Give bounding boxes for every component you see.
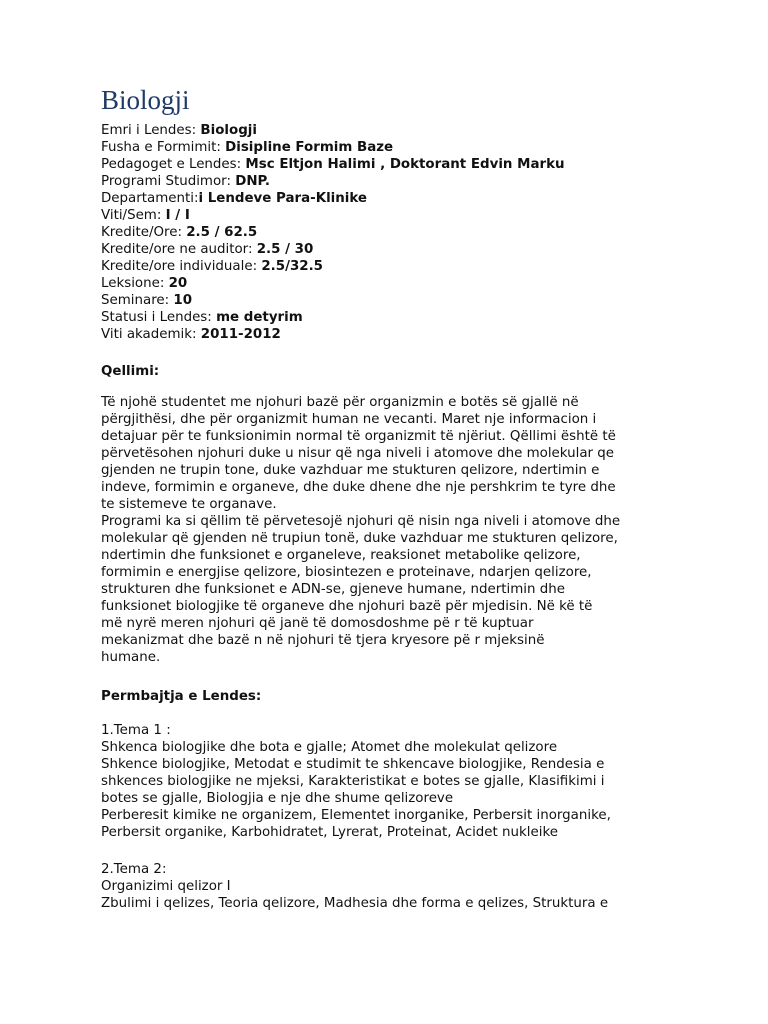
meta-value: 20 xyxy=(168,276,188,291)
meta-label: Departamenti: xyxy=(101,191,199,206)
paragraph-line: përgjithësi, dhe për organizmit human ne vecanti. Maret nje informacion i xyxy=(101,412,597,427)
meta-row xyxy=(101,156,661,173)
course-info xyxy=(101,122,661,343)
tema-line: Perbersit organike, Karbohidratet, Lyrerat, Proteinat, Acidet nukleike xyxy=(101,825,558,840)
qellimi-section xyxy=(101,363,661,380)
meta-row xyxy=(101,139,661,156)
meta-value: 10 xyxy=(173,293,193,308)
tema-line: botes se gjalle, Biologjia e nje dhe shume qelizoreve xyxy=(101,791,454,806)
meta-label: Pedagoget e Lendes: xyxy=(101,157,246,172)
meta-value: 2.5 / 30 xyxy=(256,242,314,257)
meta-value: DNP. xyxy=(235,174,270,189)
meta-row xyxy=(101,275,661,292)
meta-label: Kredite/Ore: xyxy=(101,225,187,240)
meta-label: Viti akademik: xyxy=(101,327,201,342)
meta-row xyxy=(101,309,661,326)
document-title: Biologji xyxy=(101,85,190,115)
paragraph-line: formimin e energjise qelizore, biosintezen e proteinave, ndarjen qelizore, xyxy=(101,565,592,580)
meta-value: me detyrim xyxy=(216,310,303,325)
meta-label: Statusi i Lendes: xyxy=(101,310,217,325)
meta-value: Biologji xyxy=(200,123,257,138)
meta-row xyxy=(101,173,661,190)
paragraph-line: funksionet biologjike të organeve dhe njohuri bazë për mjedisin. Në kë të xyxy=(101,599,593,614)
meta-label: Kredite/ore individuale: xyxy=(101,259,262,274)
paragraph-line: te sistemeve te organave. xyxy=(101,497,277,512)
meta-label: Kredite/ore ne auditor: xyxy=(101,242,257,257)
meta-label: Seminare: xyxy=(101,293,174,308)
tema-line: shkences biologjike ne mjeksi, Karakteristikat e botes se gjalle, Klasifikimi i xyxy=(101,774,605,789)
paragraph-line: gjenden ne trupin tone, duke vazhduar me stukturen qelizore, ndertimin e xyxy=(101,463,600,478)
meta-value: I / I xyxy=(165,208,190,223)
qellimi-paragraph xyxy=(101,394,661,666)
meta-value: 2011-2012 xyxy=(200,327,281,342)
paragraph-line: molekular që gjenden në trupiun tonë, duke vazhduar me stukturen qelizore, xyxy=(101,531,618,546)
paragraph-line: detajuar për te funksionimin normal të organizmit të njëriut. Qëllimi është të xyxy=(101,429,616,444)
meta-label: Programi Studimor: xyxy=(101,174,236,189)
paragraph-line: Të njohë studentet me njohuri bazë për organizmin e botës së gjallë në xyxy=(101,395,579,410)
meta-value: 2.5/32.5 xyxy=(261,259,323,274)
meta-row xyxy=(101,258,661,275)
paragraph-line: Programi ka si qëllim të përvetesojë njohuri që nisin nga niveli i atomove dhe xyxy=(101,514,621,529)
paragraph-line: më nyrë meren njohuri që janë të domosdoshme pë r të kuptuar xyxy=(101,616,534,631)
tema-title: 1.Tema 1 : xyxy=(101,723,171,738)
meta-row xyxy=(101,190,661,207)
paragraph-line: përvetësohen njohuri duke u nisur që nga niveli i atomove dhe molekular qe xyxy=(101,446,615,461)
tema-line: Perberesit kimike ne organizem, Elementet inorganike, Perbersit inorganike, xyxy=(101,808,611,823)
paragraph-line: mekanizmat dhe bazë n në njohuri të tjera kryesore pë r mjeksinë xyxy=(101,633,545,648)
meta-row xyxy=(101,292,661,309)
paragraph-line: humane. xyxy=(101,650,161,665)
meta-label: Viti/Sem: xyxy=(101,208,166,223)
meta-value: Disipline Formim Baze xyxy=(225,140,394,155)
permbajtja-section xyxy=(101,688,661,705)
meta-row xyxy=(101,326,661,343)
permbajtja-heading: Permbajtja e Lendes: xyxy=(101,689,262,704)
meta-value: 2.5 / 62.5 xyxy=(186,225,258,240)
tema-line: Shkenca biologjike dhe bota e gjalle; Atomet dhe molekulat qelizore xyxy=(101,740,558,755)
tema-title: 2.Tema 2: xyxy=(101,862,167,877)
meta-row xyxy=(101,207,661,224)
tema-line: Organizimi qelizor I xyxy=(101,879,231,894)
tema-1 xyxy=(101,722,661,841)
meta-label: Emri i Lendes: xyxy=(101,123,201,138)
tema-2 xyxy=(101,861,661,912)
paragraph-line: strukturen dhe funksionet e ADN-se, gjeneve humane, ndertimin dhe xyxy=(101,582,565,597)
qellimi-heading: Qellimi: xyxy=(101,364,160,379)
paragraph-line: indeve, formimin e organeve, dhe duke dhene dhe nje pershkrim te tyre dhe xyxy=(101,480,616,495)
meta-label: Leksione: xyxy=(101,276,169,291)
meta-row xyxy=(101,241,661,258)
tema-line: Zbulimi i qelizes, Teoria qelizore, Madhesia dhe forma e qelizes, Struktura e xyxy=(101,896,609,911)
meta-row xyxy=(101,122,661,139)
meta-row xyxy=(101,224,661,241)
meta-value: Msc Eltjon Halimi , Doktorant Edvin Marku xyxy=(245,157,565,172)
meta-value: i Lendeve Para-Klinike xyxy=(198,191,368,206)
meta-label: Fusha e Formimit: xyxy=(101,140,226,155)
paragraph-line: ndertimin dhe funksionet e organeleve, reaksionet metabolike qelizore, xyxy=(101,548,581,563)
tema-line: Shkence biologjike, Metodat e studimit te shkencave biologjike, Rendesia e xyxy=(101,757,605,772)
